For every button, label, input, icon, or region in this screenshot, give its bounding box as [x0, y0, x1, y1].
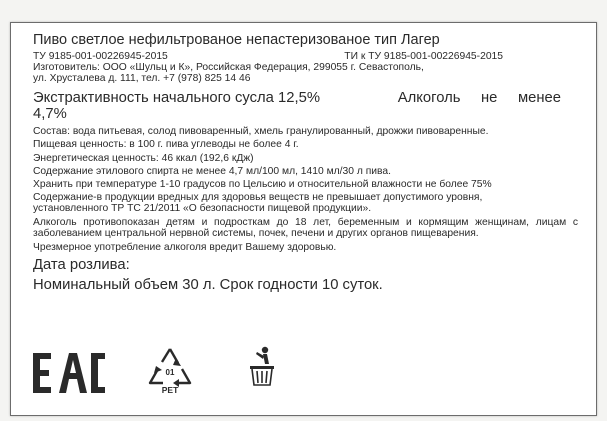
volume-shelf-life: Номинальный объем 30 л. Срок годности 10 суток. — [33, 277, 383, 294]
tu-code: ТУ 9185-001-00226945-2015 — [33, 50, 168, 62]
marks-row — [33, 341, 333, 401]
pet-recycle-icon — [145, 345, 195, 395]
safety-line-1: Содержание-в продукции вредных для здоровья веществ не превышает допустимого уровня, — [33, 192, 483, 204]
product-title: Пиво светлое нефильтрованое непастеризованое тип Лагер — [33, 32, 440, 48]
tu-row — [33, 51, 503, 62]
manufacturer-line-1: Изготовитель: ООО «Шульц и К», Российская Федерация, 299055 г. Севастополь, — [33, 61, 424, 73]
composition: Состав: вода питьевая, солод пивоваренный, хмель гранулированный, дрожжи пивоваренные. — [33, 126, 489, 138]
excess-warning: Чрезмерное употребление алкоголя вредит Вашему здоровью. — [33, 241, 337, 253]
nutrition: Пищевая ценность: в 100 г. пива углеводы не более 4 г. — [33, 139, 299, 151]
alcohol-text: Алкоголь не менее — [397, 90, 561, 107]
bottling-date: Дата розлива: — [33, 257, 130, 274]
trash-bin-icon — [245, 346, 279, 386]
alcohol-value: 4,7% — [33, 106, 67, 123]
safety-line-2: установленного ТР ТС 21/2011 «О безопасности пищевой продукции». — [33, 203, 372, 215]
ti-code: ТИ к ТУ 9185-001-00226945-2015 — [344, 50, 503, 62]
recycle-number: 01 — [165, 368, 175, 377]
extract-text: Экстрактивность начального сусла 12,5% — [33, 90, 320, 107]
ethanol: Содержание этилового спирта не менее 4,7 мл/100 мл, 1410 мл/30 л пива. — [33, 165, 391, 177]
label-content — [33, 31, 578, 293]
extract-row — [33, 90, 561, 106]
eac-icon — [33, 353, 105, 393]
energy: Энергетическая ценность: 46 ккал (192,6 кДж) — [33, 152, 254, 164]
recycle-code: PET — [161, 385, 179, 395]
manufacturer-line-2: ул. Хрусталева д. 111, тел. +7 (978) 825 14 46 — [33, 72, 251, 84]
storage: Хранить при температуре 1-10 градусов по Цельсию и относительной влажности не более 75% — [33, 178, 492, 190]
product-label — [10, 22, 597, 416]
warning: Алкоголь противопоказан детям и подросткам до 18 лет, беременным и кормящим женщинам, лицам с заболеванием центральной нервной системы, почек, печени и других органов пищеварения. — [33, 216, 578, 240]
